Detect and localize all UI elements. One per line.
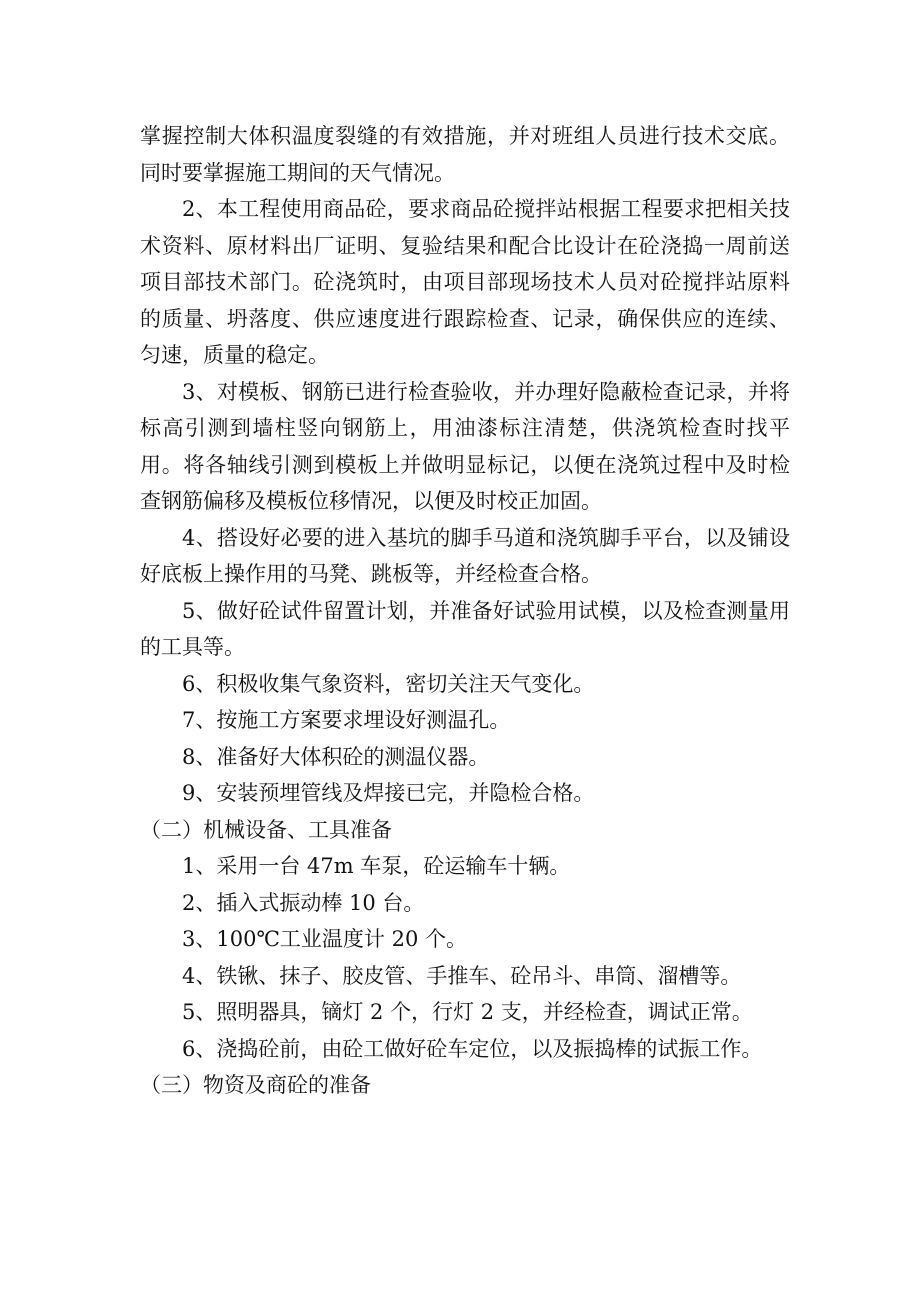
list-item-4: 4、搭设好必要的进入基坑的脚手马道和浇筑脚手平台，以及铺设好底板上操作用的马凳、跳板等，并经检查合格。 [140, 525, 790, 586]
list-item-9: 9、安装预埋管线及焊接已完，并隐检合格。 [182, 781, 595, 805]
document-page [140, 118, 790, 1104]
equipment-item-2: 2、插入式振动棒 10 台。 [182, 890, 425, 915]
equipment-item-3: 3、100℃工业温度计 20 个。 [182, 927, 468, 951]
paragraph-continuation: 掌握控制大体积温度裂缝的有效措施，并对班组人员进行技术交底。同时要掌握施工期间的天气情况。 [140, 124, 790, 185]
list-item-3: 3、对模板、钢筋已进行检查验收，并办理好隐蔽检查记录，并将标高引测到墙柱竖向钢筋上，用油漆标注清楚，供浇筑检查时找平用。将各轴线引测到模板上并做明显标记，以便在浇筑过程中及时检查钢筋偏移及模板位移情况，以便及时校正加固。 [140, 379, 790, 513]
section-heading-equipment: （二）机械设备、工具准备 [140, 817, 392, 842]
list-item-6: 6、积极收集气象资料，密切关注天气变化。 [182, 671, 595, 696]
list-item-5: 5、做好砼试件留置计划，并准备好试验用试模，以及检查测量用的工具等。 [140, 598, 790, 659]
list-item-8: 8、准备好大体积砼的测温仪器。 [182, 744, 490, 769]
section-heading-materials: （三）物资及商砼的准备 [140, 1073, 371, 1097]
list-item-7: 7、按施工方案要求埋设好测温孔。 [182, 708, 511, 732]
equipment-item-6: 6、浇捣砼前，由砼工做好砼车定位，以及振捣棒的试振工作。 [182, 1036, 763, 1061]
equipment-item-4: 4、铁锹、抹子、胶皮管、手推车、砼吊斗、串筒、溜槽等。 [182, 963, 742, 988]
equipment-item-5: 5、照明器具，镝灯 2 个，行灯 2 支，并经检查，调试正常。 [182, 1000, 753, 1024]
equipment-item-1: 1、采用一台 47m 车泵，砼运输车十辆。 [182, 854, 571, 878]
list-item-2: 2、本工程使用商品砼，要求商品砼搅拌站根据工程要求把相关技术资料、原材料出厂证明、复验结果和配合比设计在砼浇捣一周前送项目部技术部门。砼浇筑时，由项目部现场技术人员对砼搅拌站原料的质量、坍落度、供应速度进行跟踪检查、记录，确保供应的连续、匀速，质量的稳定。 [140, 197, 790, 367]
